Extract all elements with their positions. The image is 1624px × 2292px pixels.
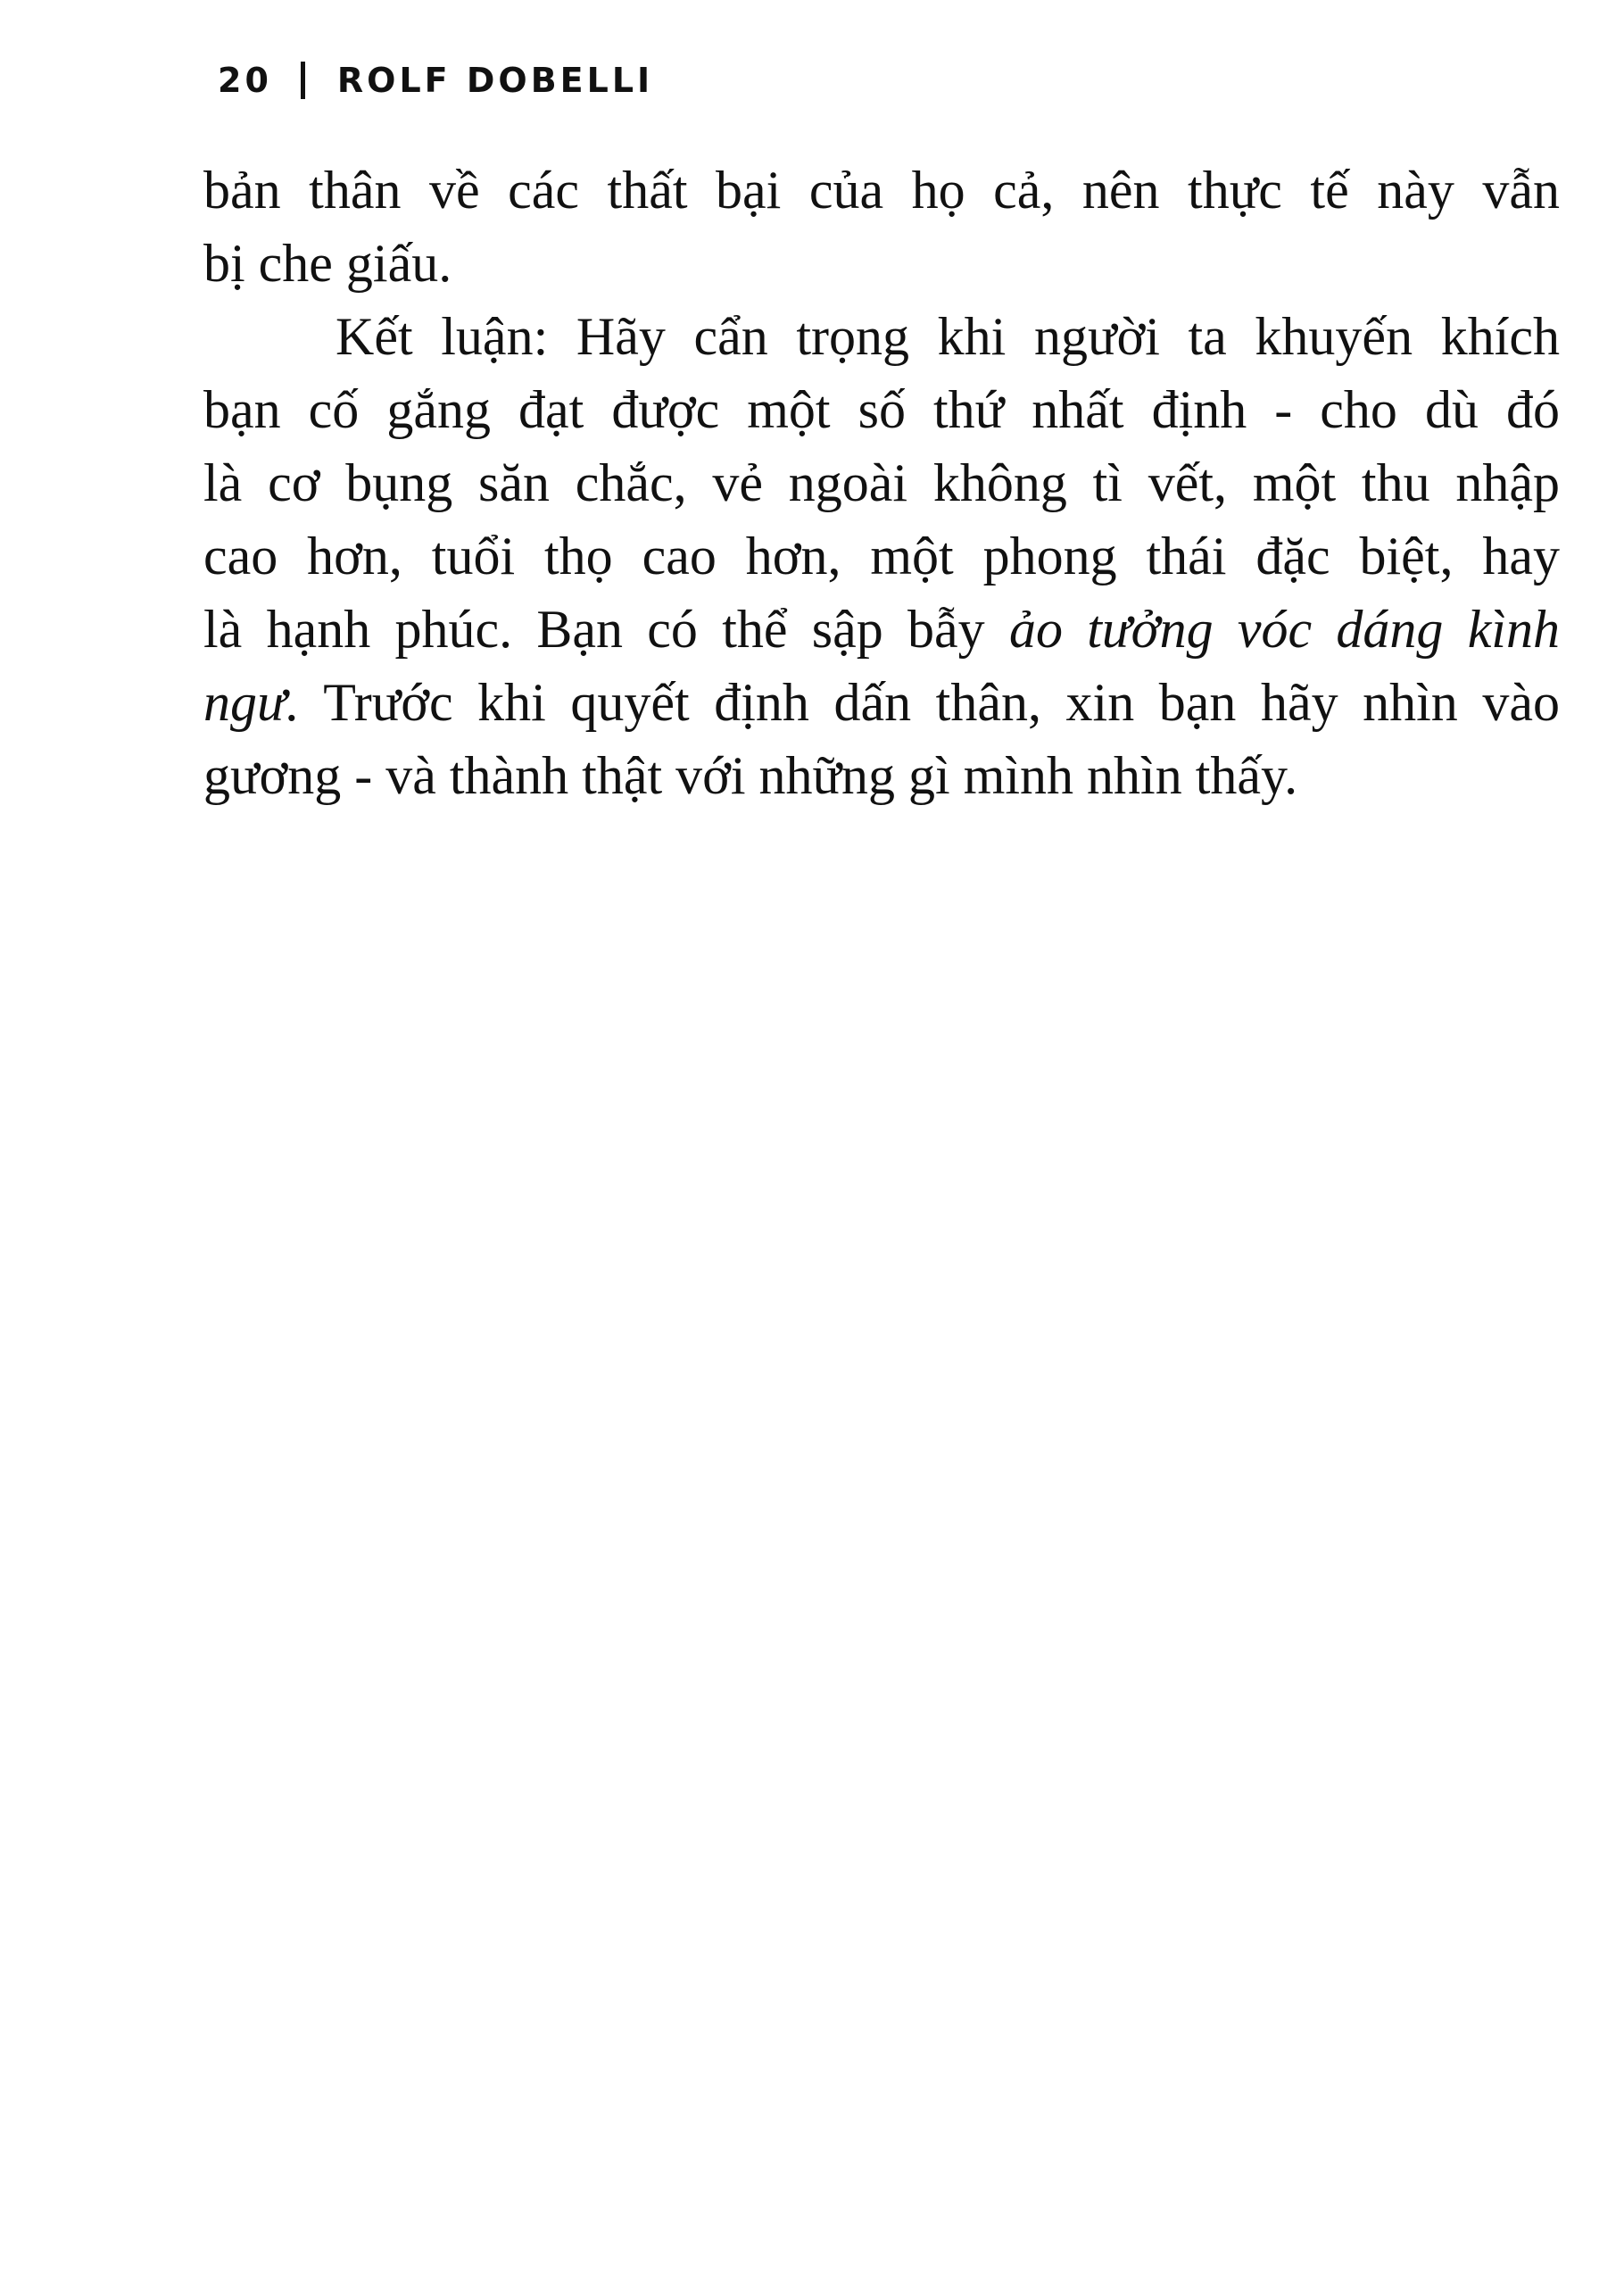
- italic-phrase: ảo tưởng vóc dáng kình: [1008, 600, 1560, 659]
- text-line: bạn cố gắng đạt được một số thứ nhất định - cho dù đó: [203, 380, 1560, 439]
- paragraph-first-line: Kết luận: Hãy cẩn trọng khi người ta khuyến khích: [336, 307, 1560, 366]
- text-line: [203, 593, 1560, 666]
- text-line: bị che giấu.: [203, 234, 452, 293]
- text-line: cao hơn, tuổi thọ cao hơn, một phong thái đặc biệt, hay: [203, 527, 1560, 585]
- italic-phrase: ngư.: [203, 673, 300, 732]
- text-segment: Trước khi quyết định dấn thân, xin bạn hãy nhìn vào: [299, 673, 1560, 732]
- header-separator: [301, 62, 305, 99]
- body-text: [203, 154, 1560, 812]
- text-line: gương - và thành thật với những gì mình nhìn thấy.: [203, 746, 1298, 805]
- page-number: 20: [218, 61, 272, 100]
- running-header: [218, 54, 653, 107]
- text-line: là cơ bụng săn chắc, vẻ ngoài không tì vết, một thu nhập: [203, 453, 1560, 512]
- text-segment: là hạnh phúc. Bạn có thể sập bẫy: [203, 600, 1009, 659]
- author-name: ROLF DOBELLI: [336, 61, 654, 100]
- text-line: [203, 666, 1560, 739]
- text-line: bản thân về các thất bại của họ cả, nên thực tế này vẫn: [203, 161, 1560, 220]
